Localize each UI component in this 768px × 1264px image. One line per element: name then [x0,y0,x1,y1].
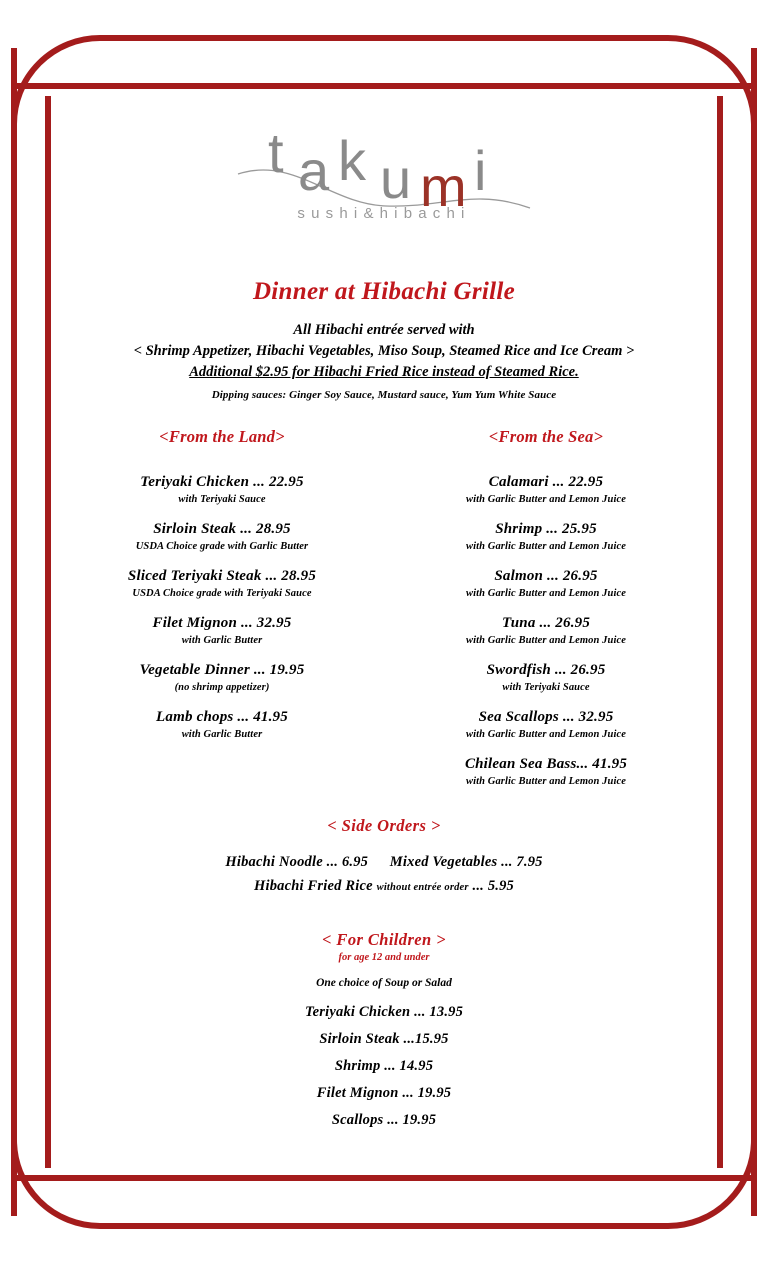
menu-item-desc: USDA Choice grade with Teriyaki Sauce [132,588,312,599]
section-heading-sea: <From the Sea> [488,427,604,446]
logo-letter-a: a [298,139,330,202]
intro-line-2: < Shrimp Appetizer, Hibachi Vegetables, Miso Soup, Steamed Rice and Ice Cream > [133,343,635,359]
children-soup-salad-note: One choice of Soup or Salad [316,977,452,989]
menu-item-name: Salmon ... 26.95 [494,568,598,584]
section-side-orders [60,816,708,900]
intro-block [60,320,708,383]
section-heading-side-orders: < Side Orders > [327,816,441,835]
menu-item-name: Tuna ... 26.95 [501,615,591,631]
menu-item[interactable] [60,614,384,648]
border-arc-bottom-left [14,1140,100,1226]
menu-item[interactable] [384,567,708,601]
menu-content [60,278,708,1134]
menu-item[interactable] [60,661,384,695]
menu-item-name: Chilean Sea Bass... 41.95 [464,756,628,772]
menu-item-name: Vegetable Dinner ... 19.95 [139,662,305,678]
menu-item[interactable] [60,567,384,601]
dipping-sauces-note: Dipping sauces: Ginger Soy Sauce, Mustard sauce, Yum Yum White Sauce [211,389,557,401]
side-orders-row-2[interactable] [60,874,708,900]
menu-item-desc: with Garlic Butter and Lemon Juice [465,729,627,740]
logo-tagline: sushi&hibachi [297,205,471,220]
logo-letter-k: k [338,129,366,192]
menu-item[interactable] [60,473,384,507]
menu-item-desc: USDA Choice grade with Garlic Butter [135,541,309,552]
logo-letter-t: t [268,121,284,184]
logo-letter-i: i [474,139,487,202]
menu-item-desc: with Garlic Butter [181,729,263,740]
section-heading-children: < For Children > [322,930,446,949]
section-for-children [60,930,708,1134]
menu-item-desc: with Teriyaki Sauce [178,494,266,505]
logo-letter-u: u [380,147,412,210]
menu-item[interactable] [60,520,384,554]
children-menu-item[interactable]: Sirloin Steak ...15.95 [319,1031,449,1047]
brand-logo [0,112,768,225]
intro-line-3: Additional $2.95 for Hibachi Fried Rice instead of Steamed Rice. [189,364,579,380]
menu-item-name: Shrimp ... 25.95 [495,521,597,537]
menu-item-desc: with Teriyaki Sauce [502,682,590,693]
children-menu-item[interactable]: Shrimp ... 14.95 [334,1058,434,1074]
side-order-fried-rice-price: ... 5.95 [472,878,515,894]
section-heading-land: <From the Land> [159,427,285,446]
menu-item-name: Filet Mignon ... 32.95 [152,615,292,631]
menu-item-name: Swordfish ... 26.95 [486,662,606,678]
menu-item-name: Teriyaki Chicken ... 22.95 [140,474,304,490]
menu-item-name: Sirloin Steak ... 28.95 [153,521,291,537]
menu-item[interactable] [384,614,708,648]
menu-item-desc: with Garlic Butter and Lemon Juice [465,776,627,787]
menu-item-desc: with Garlic Butter and Lemon Juice [465,635,627,646]
page-title: Dinner at Hibachi Grille [252,278,516,305]
side-order-fried-rice-note: without entrée order [376,882,469,893]
border-arc-bottom-right [668,1140,754,1226]
entree-columns [60,427,708,802]
children-menu-item[interactable]: Scallops ... 19.95 [331,1112,437,1128]
menu-item[interactable] [60,708,384,742]
intro-line-1: All Hibachi entrée served with [293,322,475,338]
menu-item-name: Sliced Teriyaki Steak ... 28.95 [127,568,317,584]
menu-item-name: Calamari ... 22.95 [488,474,604,490]
menu-item-desc: with Garlic Butter and Lemon Juice [465,588,627,599]
menu-item-name: Lamb chops ... 41.95 [156,709,288,725]
logo-wordmark [268,121,486,218]
side-order-fried-rice-name: Hibachi Fried Rice [253,878,373,894]
menu-item[interactable] [384,520,708,554]
menu-item-desc: (no shrimp appetizer) [174,682,270,693]
menu-item[interactable] [384,661,708,695]
children-menu-item[interactable]: Teriyaki Chicken ... 13.95 [304,1004,464,1020]
menu-item[interactable] [384,755,708,789]
menu-item[interactable] [384,708,708,742]
column-from-the-land [60,427,384,802]
column-from-the-sea [384,427,708,802]
logo-artwork [234,112,534,220]
menu-item-name: Sea Scallops ... 32.95 [478,709,614,725]
logo-letter-m: m [420,155,467,218]
side-order-vegetables: Mixed Vegetables ... 7.95 [389,854,543,870]
side-orders-row-1[interactable] [60,850,708,874]
menu-item-desc: with Garlic Butter [181,635,263,646]
side-order-noodle: Hibachi Noodle ... 6.95 [225,854,369,870]
menu-item[interactable] [384,473,708,507]
children-age-note: for age 12 and under [338,952,430,963]
menu-item-desc: with Garlic Butter and Lemon Juice [465,494,627,505]
children-menu-item[interactable]: Filet Mignon ... 19.95 [316,1085,452,1101]
menu-item-desc: with Garlic Butter and Lemon Juice [465,541,627,552]
